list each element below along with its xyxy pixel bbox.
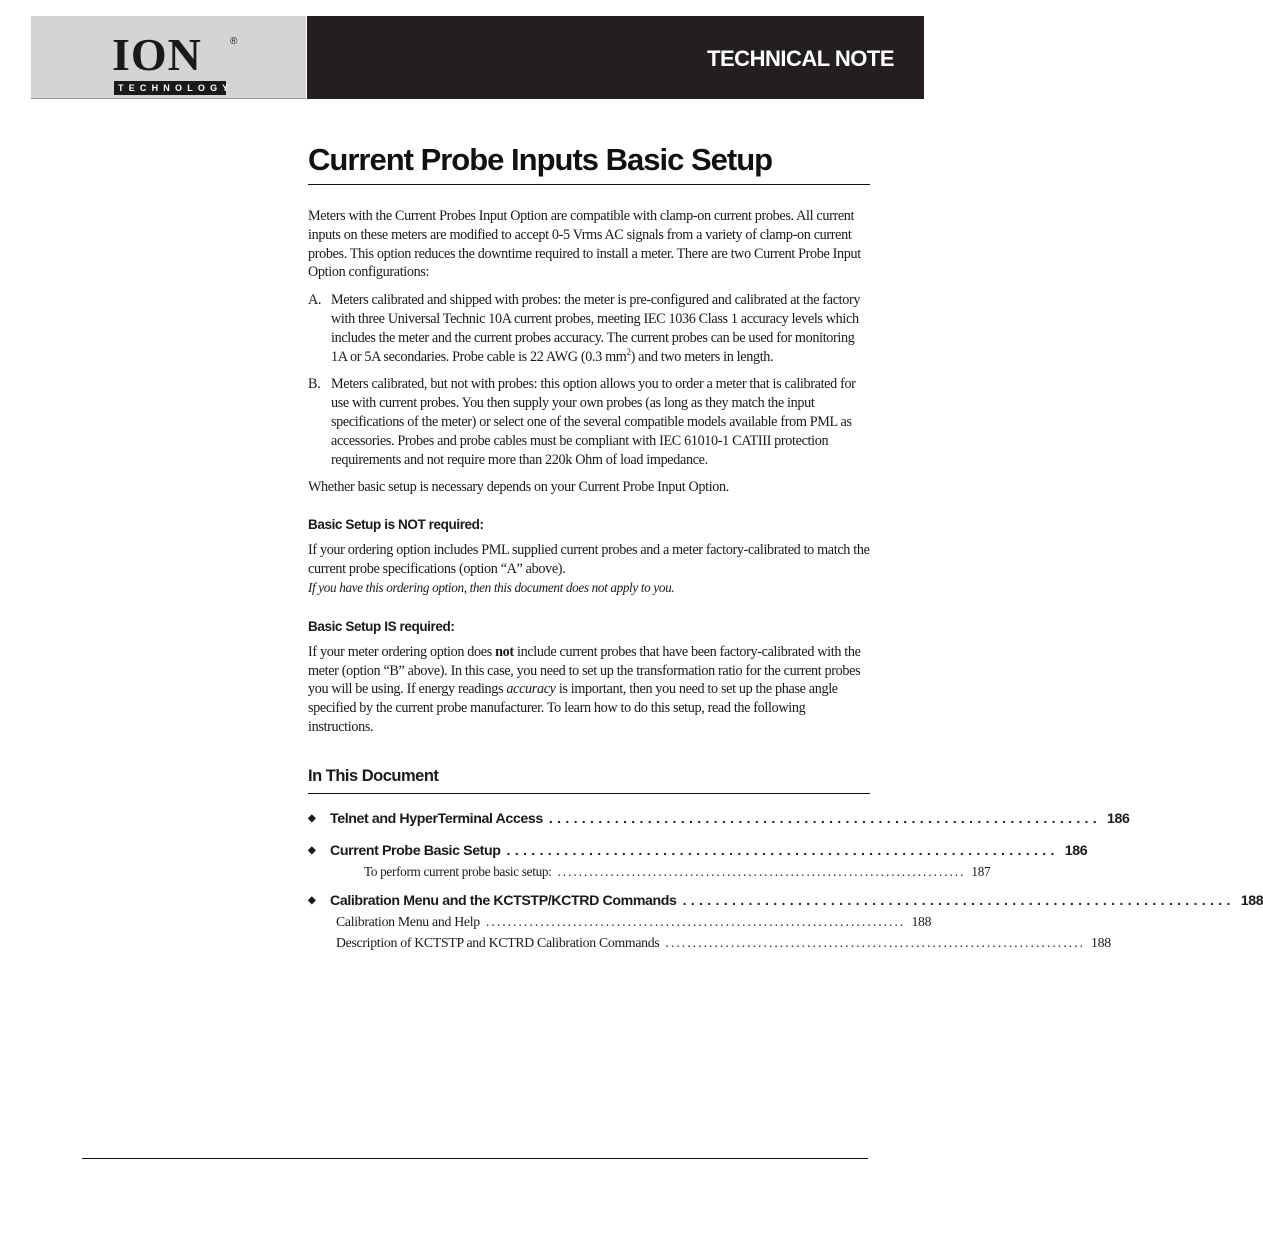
option-b <box>308 375 870 469</box>
toc-entry-calibration-menu-commands[interactable] <box>308 891 1263 911</box>
option-b-marker: B. <box>308 376 321 393</box>
header-divider <box>31 98 306 99</box>
toc-entry-calibration-menu-help[interactable] <box>308 911 932 932</box>
document-body <box>308 138 1263 953</box>
toc-entry-label: Current Probe Basic Setup <box>330 842 501 859</box>
not-required-heading: Basic Setup is NOT required: <box>308 517 484 533</box>
whether-paragraph: Whether basic setup is necessary depends on your Current Probe Input Option. <box>308 479 729 496</box>
diamond-bullet-icon: ◆ <box>308 894 316 906</box>
not-required-note: If you have this ordering option, then this document does not apply to you. <box>308 579 675 595</box>
toc-entry-telnet[interactable] <box>308 809 1130 829</box>
required-text-part: is important, then you need to set up the phase angle specified by the current probe manufacturer. To learn how to do this setup, read the following instructions. <box>308 681 838 735</box>
toc-entry-label: Telnet and HyperTerminal Access <box>330 810 543 827</box>
toc-leader: ................................................................... <box>506 842 1059 859</box>
toc-leader: ............................................................................. <box>557 863 966 879</box>
footer-rule <box>82 1158 868 1159</box>
toc-entry-label: Calibration Menu and Help <box>336 913 480 929</box>
technical-note-label: TECHNICAL NOTE <box>707 46 894 71</box>
toc-leader: ............................................................................. <box>665 934 1086 950</box>
option-a <box>308 291 870 366</box>
option-a-marker: A. <box>308 292 322 309</box>
logo-subtitle: TECHNOLOGY <box>114 81 226 95</box>
required-text-part: include current probes that have been factory-calibrated with the meter (option “B” above). In this case, you need to set up the transformation ratio for the current probes you will be using. If energy readings <box>308 643 861 698</box>
option-a-text-end: ) and two meters in length. <box>630 348 774 365</box>
ion-technology-logo <box>82 26 252 96</box>
superscript: 2 <box>626 346 631 357</box>
toc-entry-current-probe-setup[interactable] <box>308 841 1088 861</box>
toc-heading: In This Document <box>308 766 439 785</box>
logo-word: ION <box>112 29 202 80</box>
toc-entry-label: Description of KCTSTP and KCTRD Calibration Commands <box>336 934 660 950</box>
option-b-text: Meters calibrated, but not with probes: this option allows you to order a meter that is calibrated for use with current probes. You then supply your own probes (as long as they match the input specifications of the meter) or select one of the several compatible models available from PML as accessories. Probes and probe cables must be compliant with IEC 61010-1 CATIII protection requirements and not require more than 220k Ohm of load impedance. <box>331 376 856 468</box>
required-text-bold: not <box>495 643 514 660</box>
toc-entry-page: 187 <box>971 863 991 879</box>
toc-entry-page: 188 <box>911 913 932 929</box>
toc-rule <box>308 793 870 794</box>
diamond-bullet-icon: ◆ <box>308 844 316 856</box>
toc-entry-page: 186 <box>1064 842 1088 859</box>
required-heading: Basic Setup IS required: <box>308 618 455 634</box>
toc-entry-perform-setup[interactable] <box>308 861 991 882</box>
page-title: Current Probe Inputs Basic Setup <box>308 142 773 177</box>
header-logo-panel <box>31 16 306 99</box>
header-title-panel <box>307 16 924 99</box>
intro-paragraph: Meters with the Current Probes Input Option are compatible with clamp-on current probes. All current inputs on these meters are modified to accept 0-5 Vrms AC signals from a variety of clamp-on current probes. This option reduces the downtime required to install a meter. There are two Current Probe Input Option configurations: <box>308 208 861 281</box>
toc-entry-label: Calibration Menu and the KCTSTP/KCTRD Commands <box>330 892 677 909</box>
toc-leader: ................................................................... <box>682 892 1235 909</box>
option-a-text: Meters calibrated and shipped with probes: the meter is pre-configured and calibrated at the factory with three Universal Technic 10A current probes, meeting IEC 1036 Class 1 accuracy levels which includes the meter and the current probes accuracy. The current probes can be used for monitoring 1A or 5A secondaries. Probe cable is 22 AWG (0.3 mm <box>331 292 861 365</box>
toc-entry-label: To perform current probe basic setup: <box>364 863 552 879</box>
toc-entry-kctstp-description[interactable] <box>308 932 1111 953</box>
toc-leader: ............................................................................. <box>485 913 906 929</box>
toc-entry-page: 188 <box>1240 892 1263 909</box>
toc-entry-page: 186 <box>1107 810 1130 827</box>
logo-registered-mark: ® <box>230 36 238 47</box>
required-text <box>308 643 870 737</box>
diamond-bullet-icon: ◆ <box>308 812 316 824</box>
required-text-italic: accuracy <box>506 681 556 698</box>
toc-leader: ................................................................... <box>548 810 1102 827</box>
title-rule <box>308 184 870 185</box>
not-required-text: If your ordering option includes PML supplied current probes and a meter factory-calibrated to match the current probe specifications (option “A” above). <box>308 542 870 577</box>
required-text-part: If your meter ordering option does <box>308 643 496 660</box>
toc-entry-page: 188 <box>1091 934 1111 950</box>
table-of-contents <box>308 809 1263 953</box>
